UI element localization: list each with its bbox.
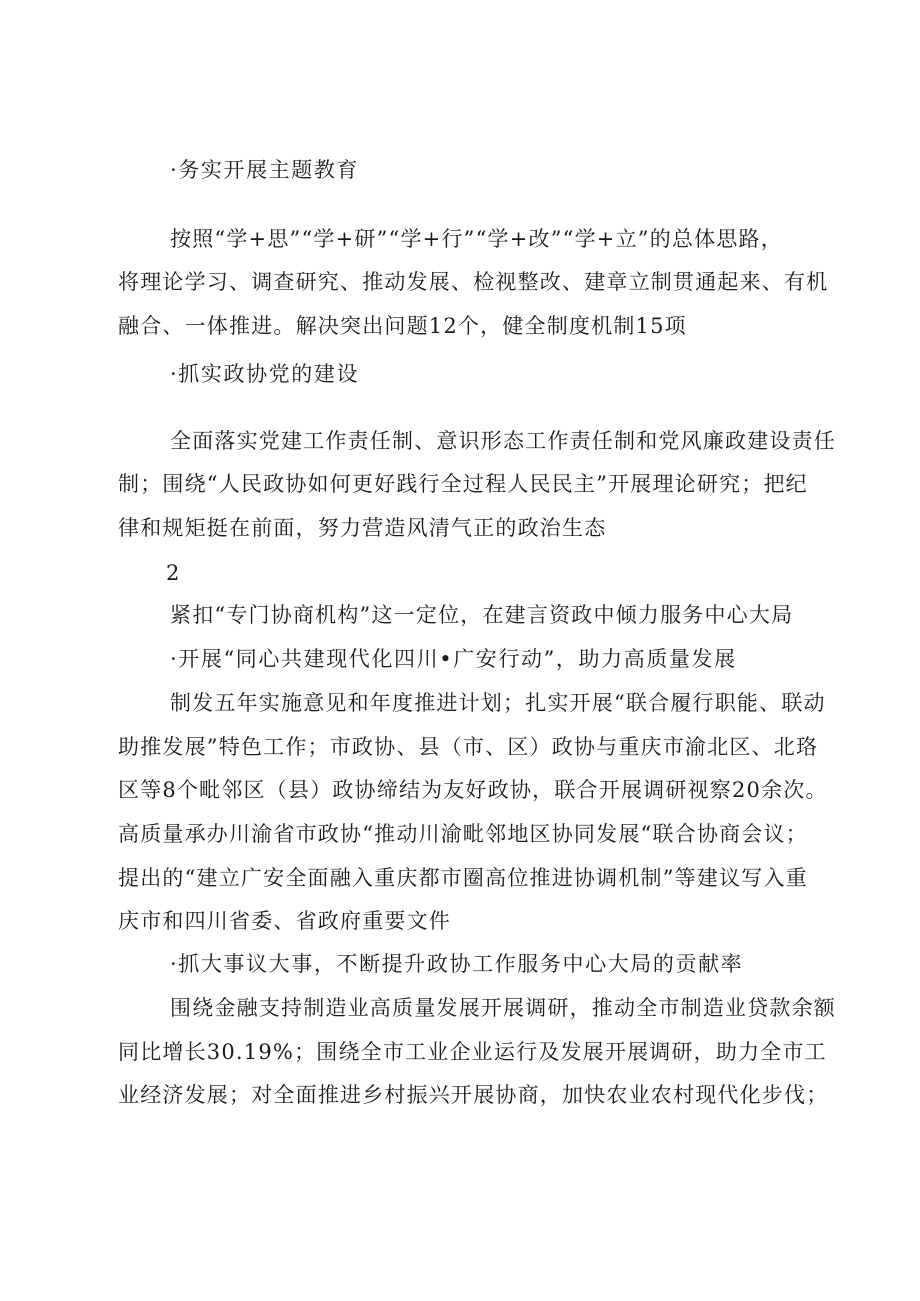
section-heading: ·开展“同心共建现代化四川•广安行动”，助力高质量发展 bbox=[170, 647, 737, 671]
section-heading: ·抓大事议大事，不断提升政协工作服务中心大局的贡献率 bbox=[170, 952, 744, 976]
paragraph-line: 全面落实党建工作责任制、意识形态工作责任制和党风廉政建设责任 bbox=[170, 429, 836, 453]
paragraph-line: 律和规矩挺在前面，努力营造风清气正的政治生态 bbox=[118, 516, 607, 540]
paragraph-line: 融合、一体推进。解决突出问题12个，健全制度机制15项 bbox=[118, 314, 687, 338]
paragraph-line: 将理论学习、调查研究、推动发展、检视整改、建章立制贯通起来、有机 bbox=[118, 270, 829, 294]
paragraph-line: 制；围绕“人民政协如何更好践行全过程人民民主”开展理论研究；把纪 bbox=[118, 472, 808, 496]
section-heading: ·抓实政协党的建设 bbox=[170, 362, 360, 386]
paragraph-line: 助推发展”特色工作；市政协、县（市、区）政协与重庆市渝北区、北珞 bbox=[118, 735, 819, 759]
paragraph-line: 业经济发展；对全面推进乡村振兴开展协商，加快农业农村现代化步伐； bbox=[118, 1083, 829, 1107]
paragraph-line: 同比增长30.19%；围绕全市工业企业运行及发展开展调研，助力全市工 bbox=[118, 1040, 827, 1064]
paragraph-line: 提出的“建立广安全面融入重庆都市圈高位推进协调机制”等建议写入重 bbox=[118, 866, 808, 890]
paragraph-line: 高质量承办川渝省市政协“推动川渝毗邻地区协同发展“联合协商会议； bbox=[118, 822, 808, 846]
section-title: 紧扣“专门协商机构”这一定位，在建言资政中倾力服务中心大局 bbox=[170, 603, 794, 627]
paragraph-line: 区等8个毗邻区（县）政协缔结为友好政协，联合开展调研视察20余次。 bbox=[118, 778, 828, 802]
paragraph-line: 按照“学+思”“学+研”“学+行”“学+改”“学+立”的总体思路， bbox=[170, 227, 783, 251]
section-heading: ·务实开展主题教育 bbox=[170, 158, 360, 182]
section-number: 2 bbox=[166, 561, 181, 585]
paragraph-line: 庆市和四川省委、省政府重要文件 bbox=[118, 909, 451, 933]
paragraph-line: 制发五年实施意见和年度推进计划；扎实开展“联合履行职能、联动 bbox=[170, 691, 826, 715]
paragraph-line: 围绕金融支持制造业高质量发展开展调研，推动全市制造业贷款余额 bbox=[170, 996, 836, 1020]
